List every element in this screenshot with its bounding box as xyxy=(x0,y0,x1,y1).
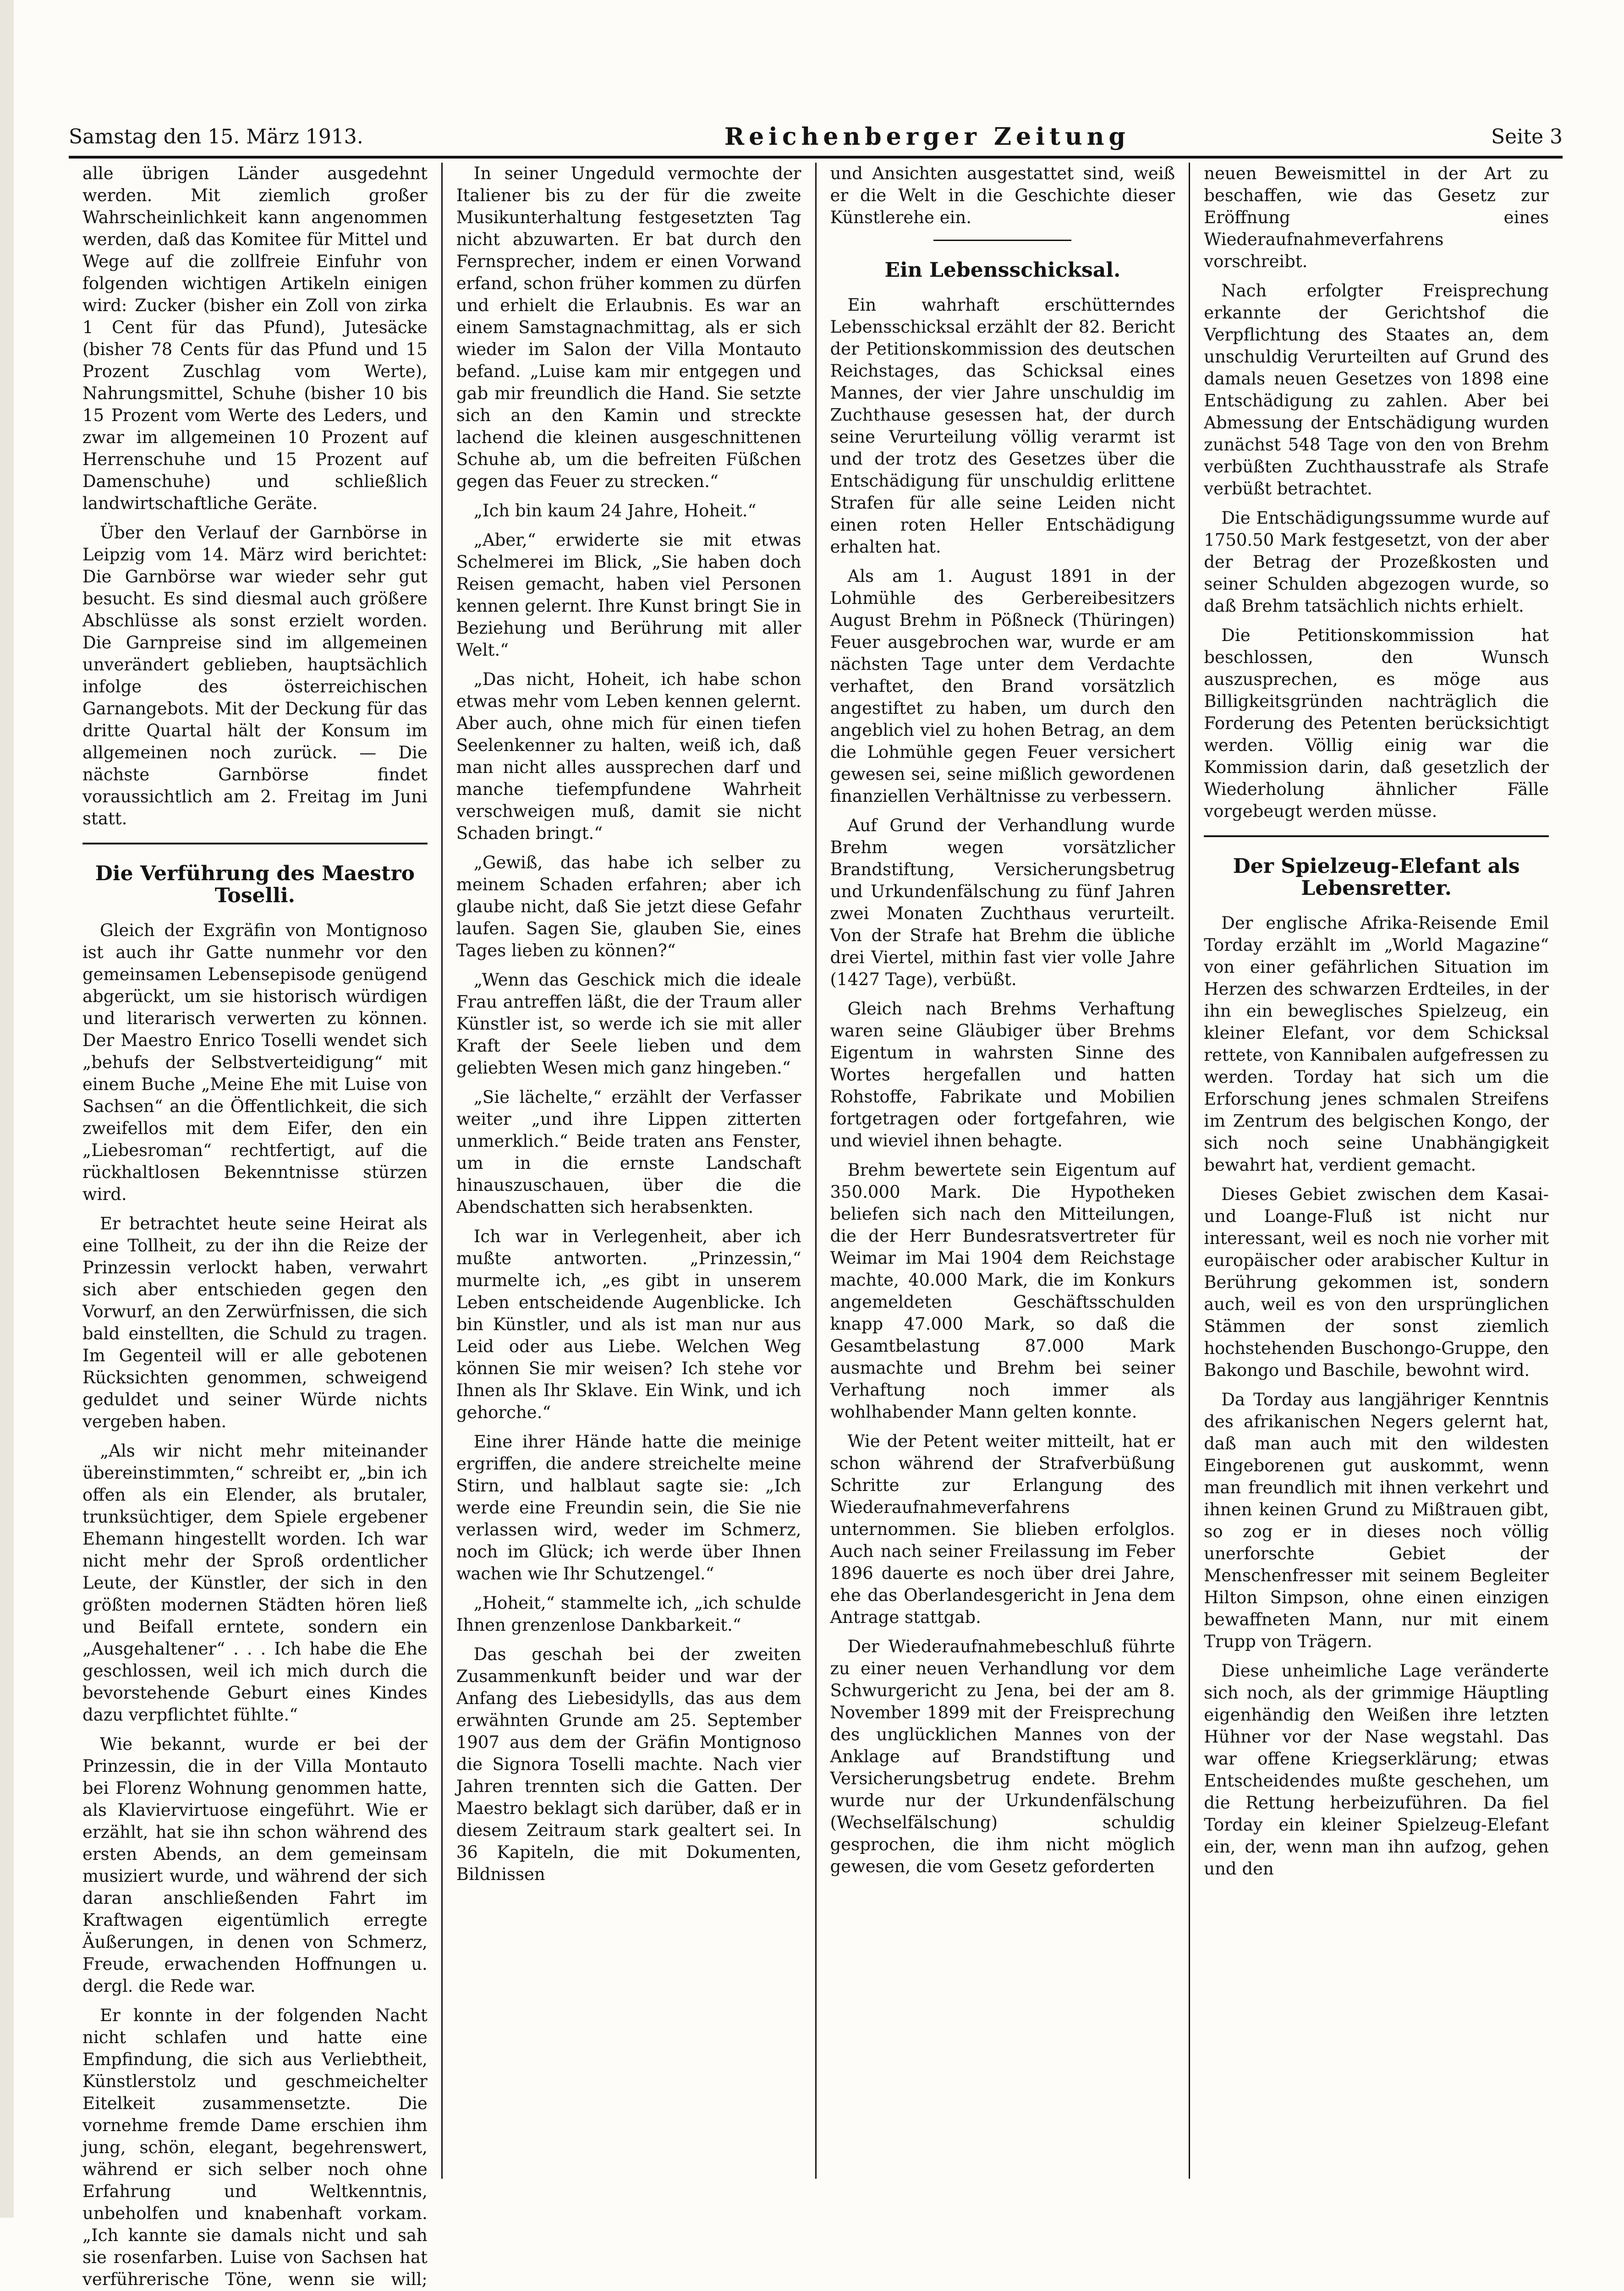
paragraph: In seiner Ungeduld vermochte der Italiener bis zu der für die zweite Musikunterhaltung festgesetzten Tag nicht abzuwarten. Er bat durch den Fernsprecher, indem er einen Vorwand erfand, schon früher kommen zu dürfen und erhielt die Erlaubnis. Es war an einem Samstagnachmittag, als er sich wieder im Salon der Villa Montauto befand. „Luise kam mir entgegen und gab mir freundlich die Hand. Sie setzte sich an den Kamin und streckte lachend die kleinen ausgeschnittenen Schuhe ab, um die befreiten Füßchen gegen das Feuer zu strecken.“ xyxy=(456,164,801,491)
article-heading-lebensschicksal: Ein Lebensschicksal. xyxy=(884,258,1121,282)
column-3 xyxy=(815,163,1189,2179)
paragraph: „Das nicht, Hoheit, ich habe schon etwas mehr vom Leben kennen gelernt. Aber auch, ohne mich für einen tiefen Seelenkenner zu halten, weiß ich, daß man nicht alles aussprechen darf und manche tiefempfundene Wahrheit verschweigen muß, damit sie nicht Schaden bringt.“ xyxy=(456,669,801,843)
paragraph: Diese unheimliche Lage veränderte sich noch, als der grimmige Häuptling eigenhändig den Weißen ihre letzten Hühner vor der Nase wegstahl. Das war offene Kriegserklärung; etwas Entscheidendes mußte geschehen, um die Rettung herbeizuführen. Da fiel Torday ein kleiner Spielzeug-Elefant ein, der, wenn man ihn aufzog, gehen und den xyxy=(1204,1661,1549,1879)
paragraph: Ich war in Verlegenheit, aber ich mußte antworten. „Prinzessin,“ murmelte ich, „es gibt in unserem Leben entscheidende Augenblicke. Ich bin Künstler, und als ist man nur aus Leid oder aus Liebe. Welchen Weg können Sie mir weisen? Ich stehe vor Ihnen als Ihr Sklave. Ein Wink, und ich gehorche.“ xyxy=(456,1227,801,1422)
section-divider xyxy=(82,843,428,844)
paragraph: alle übrigen Länder ausgedehnt werden. Mit ziemlich großer Wahrscheinlichkeit kann angenommen werden, daß das Komitee für Mittel und Wege auf die zollfreie Einfuhr von folgenden wichtigen Artikeln einigen wird: Zucker (bisher ein Zoll von zirka 1 Cent für das Pfund), Jutesäcke (bisher 78 Cents für das Pfund und 15 Prozent Zuschlag vom Werte), Nahrungsmittel, Schuhe (bisher 10 bis 15 Prozent vom Werte des Leders, und zwar im allgemeinen 10 Prozent auf Herrenschuhe und 15 Prozent auf Damenschuhe) und schließlich landwirtschaftliche Geräte. xyxy=(82,164,428,513)
paragraph: „Hoheit,“ stammelte ich, „ich schulde Ihnen grenzenlose Dankbarkeit.“ xyxy=(456,1593,801,1635)
scan-edge xyxy=(0,0,14,2218)
paragraph: Wie bekannt, wurde er bei der Prinzessin, die in der Villa Montauto bei Florenz Wohnung genommen hatte, als Klaviervirtuose eingeführt. Wie er erzählt, hat sie ihn schon während des ersten Abends, an dem gemeinsam musiziert wurde, und während der sich daran anschließenden Fahrt im Kraftwagen eigentümlich erregte Äußerungen, in denen von Schmerz, Freude, erwachenden Hoffnungen u. dergl. die Rede war. xyxy=(82,1734,428,1996)
header-date: Samstag den 15. März 1913. xyxy=(69,125,363,148)
newspaper-page xyxy=(69,0,1563,2289)
paragraph: Die Petitionskommission hat beschlossen, den Wunsch auszusprechen, es möge aus Billigkeitsgründen nachträglich die Forderung des Petenten berücksichtigt werden. Völlig einig war die Kommission darin, daß gesetzlich der Wiederholung ähnlicher Fälle vorgebeugt werden müsse. xyxy=(1204,625,1549,821)
paragraph: Gleich nach Brehms Verhaftung waren seine Gläubiger über Brehms Eigentum in wahrsten Sinne des Wortes hergefallen und hatten Rohstoffe, Fabrikate und Mobilien fortgetragen oder fortgefahren, wie und wieviel ihnen behagte. xyxy=(830,999,1175,1151)
paragraph: Über den Verlauf der Garnbörse in Leipzig vom 14. März wird berichtet: Die Garnbörse war wieder sehr gut besucht. Es sind diesmal auch größere Abschlüsse als sonst erzielt worden. Die Garnpreise sind im allgemeinen unverändert geblieben, hauptsächlich infolge des österreichischen Garnangebots. Mit der Deckung für das dritte Quartal hält der Konsum im allgemeinen noch zurück. — Die nächste Garnbörse findet voraussichtlich am 2. Freitag im Juni statt. xyxy=(82,523,428,828)
article-heading-spielzeug-elefant: Der Spielzeug-Elefant als Lebensretter. xyxy=(1233,855,1520,900)
paragraph: Wie der Petent weiter mitteilt, hat er schon während der Strafverbüßung Schritte zur Erlangung des Wiederaufnahmeverfahrens unternommen. Sie blieben erfolglos. Auch nach seiner Freilassung im Feber 1896 dauerte es noch über drei Jahre, ehe das Oberlandesgericht in Jena dem Antrage stattgab. xyxy=(830,1431,1175,1627)
paragraph: Eine ihrer Hände hatte die meinige ergriffen, die andere streichelte meine Stirn, und halblaut sagte sie: „Ich werde eine Freundin sein, die Sie nie verlassen wird, weder im Schmerz, noch im Glück; ich werde über Ihnen wachen wie Ihr Schutzengel.“ xyxy=(456,1432,801,1584)
paragraph: Der Wiederaufnahmebeschluß führte zu einer neuen Verhandlung vor dem Schwurgericht zu Jena, bei der am 8. November 1899 mit der Freisprechung des unglücklichen Mannes von der Anklage auf Brandstiftung und Versicherungsbetrug endete. Brehm wurde nur der Urkundenfälschung (Wechselfälschung) schuldig gesprochen, die ihm nicht möglich gewesen, die vom Gesetz geforderten xyxy=(830,1637,1175,1876)
paragraph: Da Torday aus langjähriger Kenntnis des afrikanischen Negers gelernt hat, daß man auch mit den wildesten Eingeborenen gut auskommt, wenn man freundlich mit ihnen verkehrt und ihnen keinen Grund zu Mißtrauen gibt, so zog er in dieses noch völlig unerforschte Gebiet der Menschenfresser mit seinem Begleiter Hilton Simpson, ohne einen einzigen bewaffneten Mann, nur mit einem Trupp von Trägern. xyxy=(1204,1390,1549,1651)
paragraph: „Sie lächelte,“ erzählt der Verfasser weiter „und ihre Lippen zitterten unmerklich.“ Beide traten ans Fenster, um in die ernste Landschaft hinauszuschauen, über die die Abendschatten sich herabsenkten. xyxy=(456,1087,801,1217)
paragraph: neuen Beweismittel in der Art zu beschaffen, wie das Gesetz zur Eröffnung eines Wiederaufnahmeverfahrens vorschreibt. xyxy=(1204,164,1549,271)
newspaper-title: Reichenberger Zeitung xyxy=(724,123,1130,151)
column-1 xyxy=(69,163,441,2289)
paragraph: Nach erfolgter Freisprechung erkannte der Gerichtshof die Verpflichtung des Staates an, dem unschuldig Verurteilten auf Grund des damals neuen Gesetzes von 1898 eine Entschädigung zu zahlen. Aber bei Abmessung der Entschädigung wurden zunächst 548 Tage von den von Brehm verbüßten Zuchthausstrafe als Strafe verbüßt betrachtet. xyxy=(1204,281,1549,499)
paragraph: Er konnte in der folgenden Nacht nicht schlafen und hatte eine Empfindung, die sich aus Verliebtheit, Künstlerstolz und geschmeichelter Eitelkeit zusammensetzte. Die vornehme fremde Dame erschien ihm jung, schön, elegant, begehrenswert, während er sich selber noch ohne Erfahrung und Weltkenntnis, unbeholfen und knabenhaft vorkam. „Ich kannte sie damals nicht und sah sie rosenfarben. Luise von Sachsen hat verführerische Töne, wenn sie will; xyxy=(82,2006,428,2289)
paragraph: Als am 1. August 1891 in der Lohmühle des Gerbereibesitzers August Brehm in Pößneck (Thüringen) Feuer ausgebrochen war, wurde er am nächsten Tage unter dem Verdachte verhaftet, den Brand vorsätzlich angestiftet zu haben, um durch den angeblich viel zu hohen Betrag, an dem die Lohmühle gegen Feuer versichert gewesen sei, seine mißlich gewordenen finanziellen Verhältnisse zu verbessern. xyxy=(830,566,1175,806)
article-heading-toselli: Die Verführung des Maestro Toselli. xyxy=(95,862,415,907)
paragraph: Er betrachtet heute seine Heirat als eine Tollheit, zu der ihn die Reize der Prinzessin verlockt haben, verwahrt sich aber entschieden gegen den Vorwurf, an den Zerwürfnissen, die sich bald einstellten, die Schuld zu tragen. Im Gegenteil will er alle gebotenen Rücksichten genommen, schweigend geduldet und seiner Würde nichts vergeben haben. xyxy=(82,1214,428,1431)
paragraph: „Gewiß, das habe ich selber zu meinem Schaden erfahren; aber ich glaube nicht, daß Sie jetzt diese Gefahr laufen. Sagen Sie, glauben Sie, eines Tages lieben zu können?“ xyxy=(456,853,801,960)
column-2 xyxy=(441,163,815,2179)
paragraph: „Als wir nicht mehr miteinander übereinstimmten,“ schreibt er, „bin ich offen als ein Elender, als brutaler, trunksüchtiger, dem Spiele ergebener Ehemann hingestellt worden. Ich war nicht mehr der Sproß ordentlicher Leute, der Künstler, der sich in den größten modernen Städten hören ließ und Beifall erntete, sondern ein „Ausgehaltener“ . . . Ich habe die Ehe geschlossen, weil ich mich durch die bevorstehende Geburt eines Kindes dazu verpflichtet fühlte.“ xyxy=(82,1441,428,1725)
paragraph: Das geschah bei der zweiten Zusammenkunft beider und war der Anfang des Liebesidylls, das aus dem erwähnten Grunde am 25. September 1907 aus dem der Gräfin Montignoso die Signora Toselli machte. Nach vier Jahren trennten sich die Gatten. Der Maestro beklagt sich darüber, daß er in diesem Zeitraum stark gealtert sei. In 36 Kapiteln, die mit Dokumenten, Bildnissen xyxy=(456,1644,801,1884)
paragraph: „Wenn das Geschick mich die ideale Frau antreffen läßt, die der Traum aller Künstler ist, so werde ich sie mit aller Kraft der Seele lieben und dem geliebten Wesen mich ganz hingeben.“ xyxy=(456,970,801,1078)
paragraph: Der englische Afrika-Reisende Emil Torday erzählt im „World Magazine“ von einer gefährlichen Situation im Herzen des schwarzen Erdteiles, in der ihn ein beweglisches Spielzeug, ein kleiner Elefant, vor dem Schicksal rettete, von Kannibalen aufgefressen zu werden. Torday hat sich um die Erforschung jenes schmalen Streifens im Zentrum des belgischen Kongo, der sich noch seine Unabhängigkeit bewahrt hat, verdient gemacht. xyxy=(1204,913,1549,1175)
paragraph: Ein wahrhaft erschütterndes Lebensschicksal erzählt der 82. Bericht der Petitionskommission des deutschen Reichstages, das Schicksal eines Mannes, der vier Jahre unschuldig im Zuchthause gesessen hat, der durch seine Verurteilung völlig verarmt ist und der trotz des Gesetzes über die Entschädigung für unschuldig erlittene Strafen für alle seine Leiden nicht einen roten Heller Entschädigung erhalten hat. xyxy=(830,295,1175,557)
section-divider xyxy=(933,240,1071,241)
paragraph: Die Entschädigungssumme wurde auf 1750.50 Mark festgesetzt, von der aber der Betrag der Prozeßkosten und seiner Schulden abgezogen wurde, so daß Brehm tatsächlich nichts erhielt. xyxy=(1204,508,1549,616)
paragraph: Brehm bewertete sein Eigentum auf 350.000 Mark. Die Hypotheken beliefen sich nach den Mitteilungen, die der Herr Bundesratsvertreter für Weimar im Mai 1904 dem Reichstage machte, 40.000 Mark, die im Konkurs angemeldeten Geschäftsschulden knapp 47.000 Mark, so daß die Gesamtbelastung 87.000 Mark ausmachte und Brehm bei seiner Verhaftung noch immer als wohlhabender Mann gelten konnte. xyxy=(830,1160,1175,1422)
section-divider xyxy=(1204,835,1549,837)
page-header xyxy=(69,117,1563,149)
paragraph: Dieses Gebiet zwischen dem Kasai- und Loange-Fluß ist nicht nur interessant, weil es noch nie vorher mit europäischer oder arabischer Kultur in Berührung gekommen ist, sondern auch, weil es von den ursprünglichen Stämmen der sonst ziemlich hochstehenden Buschongo-Gruppe, den Bakongo und Baschile, bewohnt wird. xyxy=(1204,1184,1549,1380)
paragraph: und Ansichten ausgestattet sind, weiß er die Welt in die Geschichte dieser Künstlerehe ein. xyxy=(830,164,1175,227)
columns xyxy=(69,163,1563,2289)
column-4 xyxy=(1189,163,1563,2179)
paragraph: Auf Grund der Verhandlung wurde Brehm wegen vorsätzlicher Brandstiftung, Versicherungsbetrug und Urkundenfälschung zu fünf Jahren zwei Monaten Zuchthaus verurteilt. Von der Strafe hat Brehm die übliche drei Viertel, mithin fast vier volle Jahre (1427 Tage), verbüßt. xyxy=(830,816,1175,989)
paragraph: „Aber,“ erwiderte sie mit etwas Schelmerei im Blick, „Sie haben doch Reisen gemacht, haben viel Personen kennen gelernt. Ihre Kunst bringt Sie in Beziehung und Berührung mit aller Welt.“ xyxy=(456,530,801,660)
page-number: Seite 3 xyxy=(1491,125,1563,148)
paragraph: „Ich bin kaum 24 Jahre, Hoheit.“ xyxy=(473,501,757,521)
header-rule xyxy=(69,156,1563,159)
paragraph: Gleich der Exgräfin von Montignoso ist auch ihr Gatte nunmehr vor den gemeinsamen Lebensepisode genügend abgerückt, um sie historisch würdigen und literarisch verwerten zu können. Der Maestro Enrico Toselli wendet sich „behufs der Selbstverteidigung“ mit einem Buche „Meine Ehe mit Luise von Sachsen“ an die Öffentlichkeit, die sich zweifellos mit dem Eifer, den ein „Liebesroman“ rechtfertigt, auf die rückhaltlosen Bekenntnisse stürzen wird. xyxy=(82,921,428,1204)
